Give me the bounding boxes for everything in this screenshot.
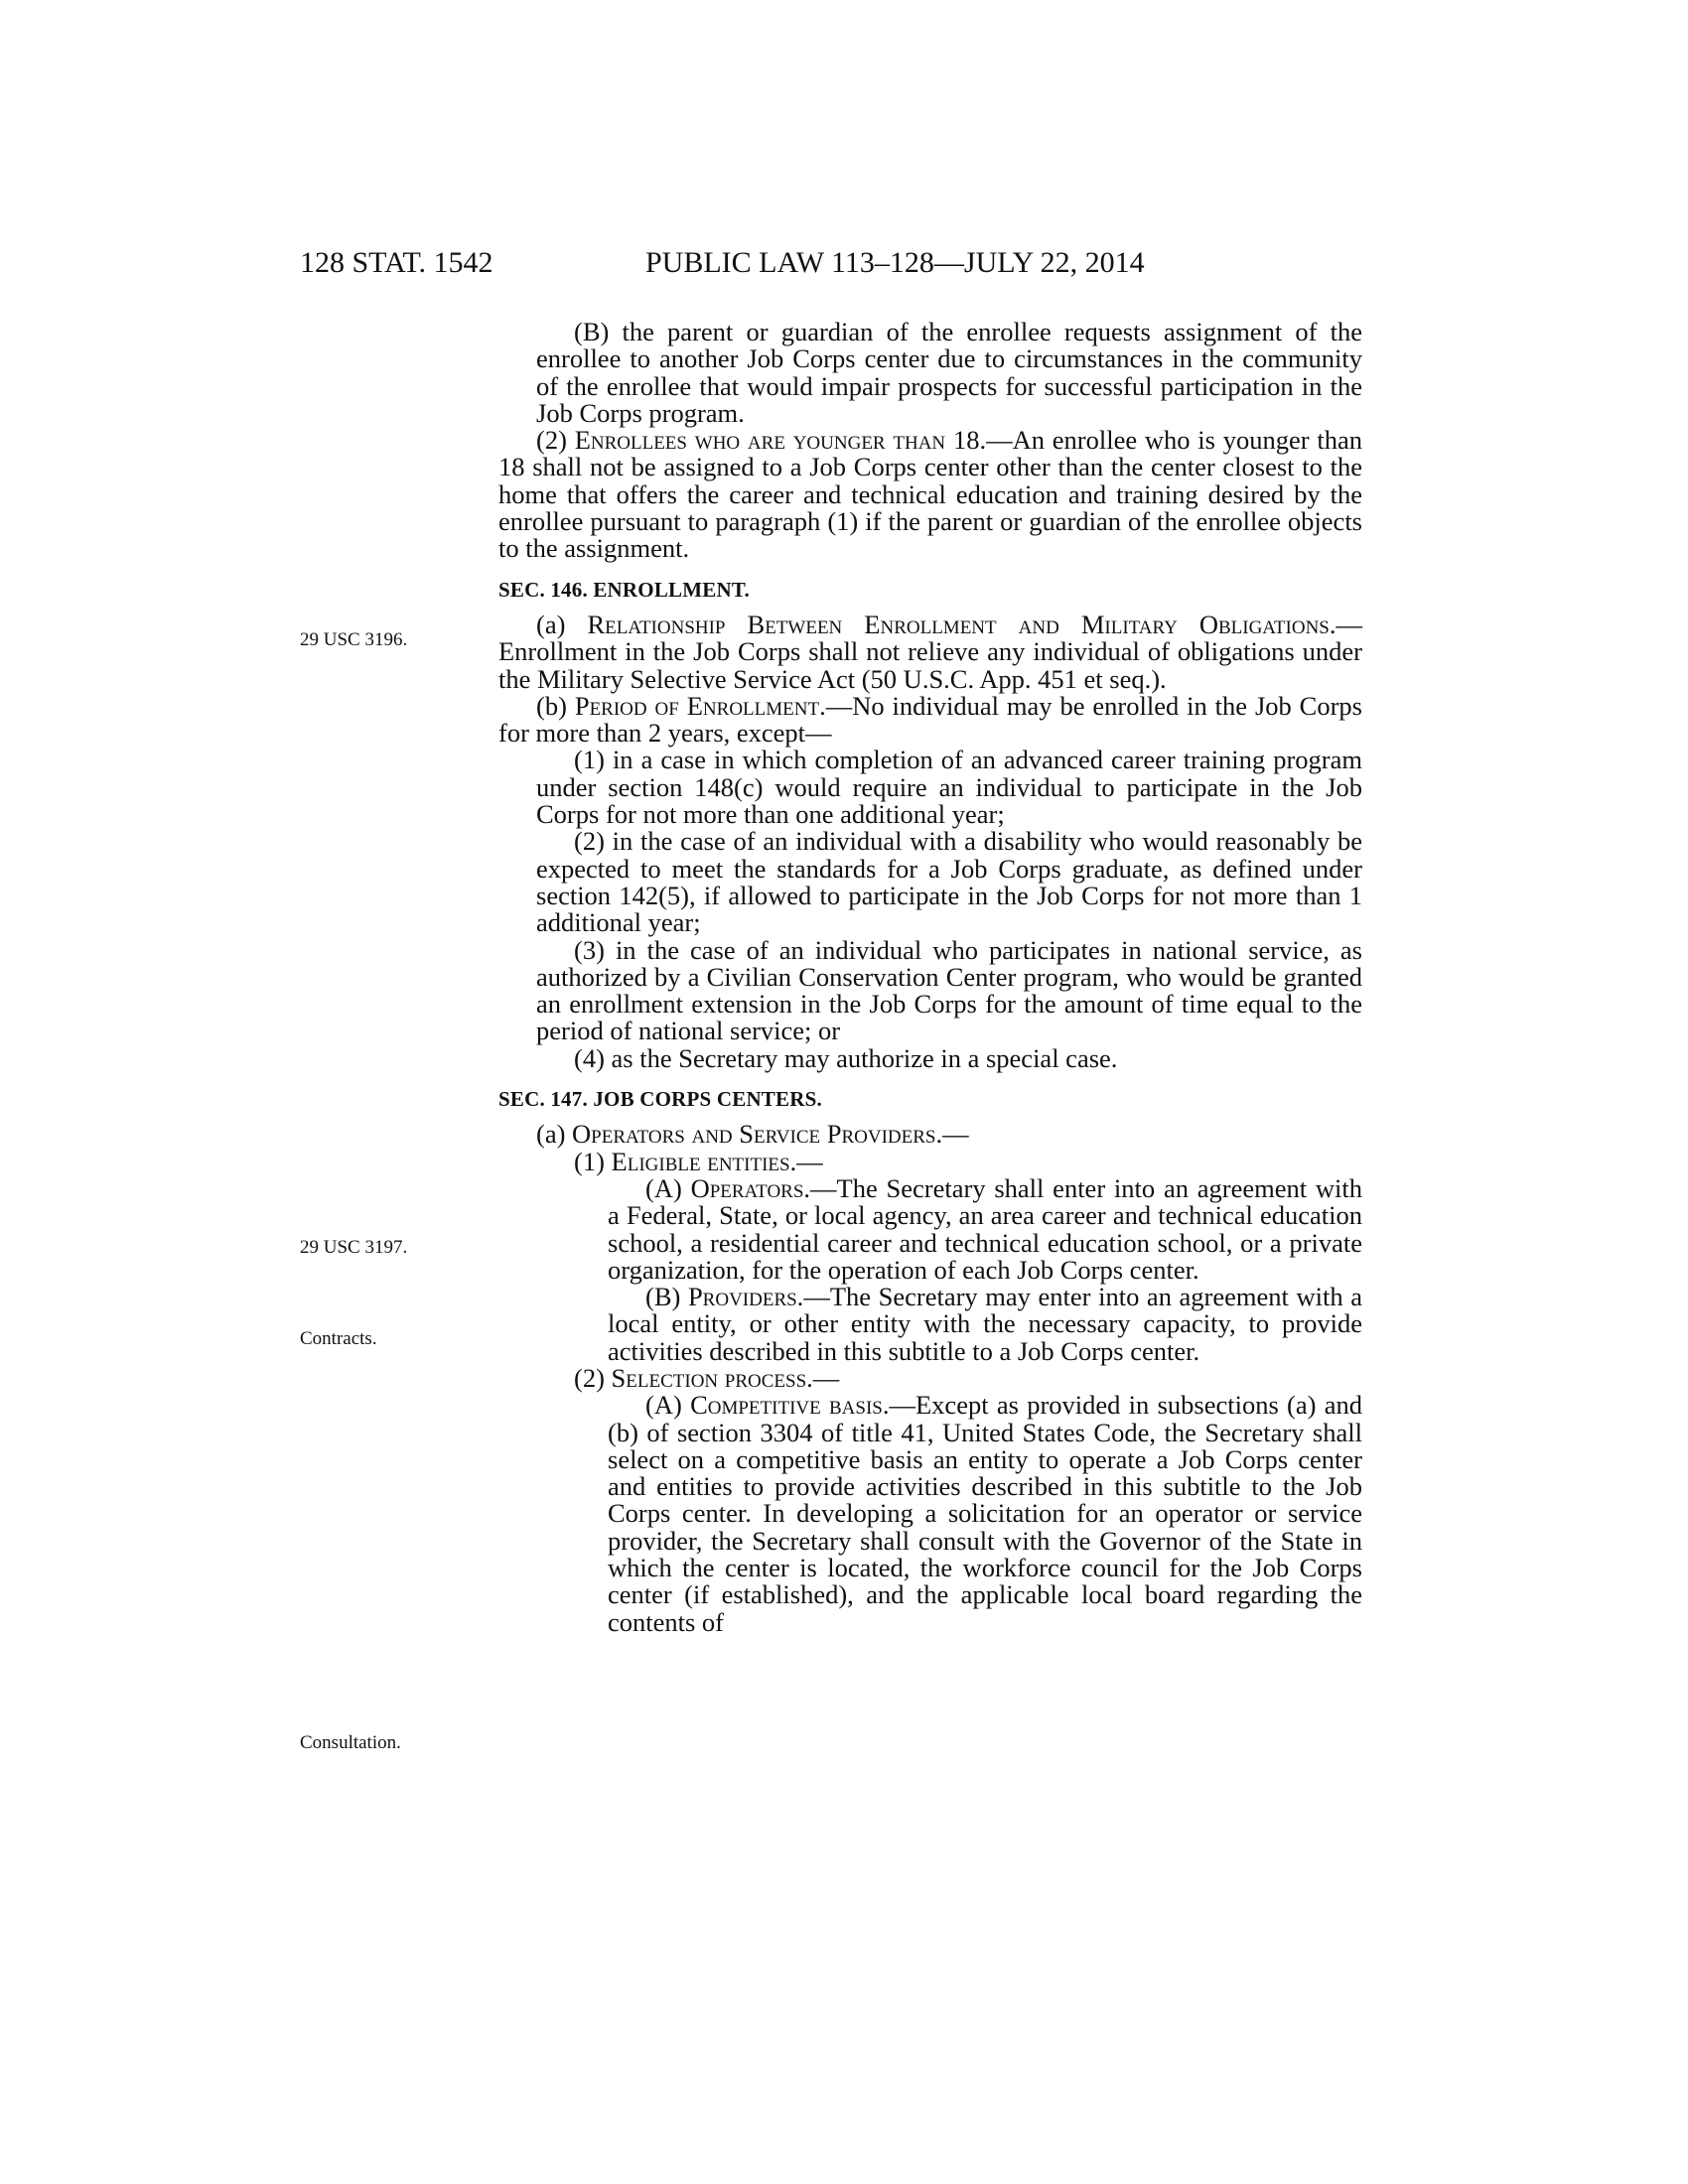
subsection-label: (a) bbox=[536, 609, 588, 639]
subsection-heading: Operators and Service Providers. bbox=[572, 1119, 943, 1150]
subparagraph-heading: Competitive basis. bbox=[690, 1390, 890, 1421]
margin-note-usc-3197: 29 USC 3197. bbox=[300, 1237, 408, 1258]
section-147-a-2 bbox=[498, 1362, 1362, 1393]
margin-note-contracts: Contracts. bbox=[300, 1328, 377, 1349]
subparagraph-label: (A) bbox=[645, 1390, 691, 1421]
section-147-a-1-B bbox=[498, 1284, 1362, 1365]
paragraph-heading: Eligible entities. bbox=[611, 1146, 797, 1176]
subparagraph-text: —The Secretary may enter into an agreement with a local entity, or other entity with the necessary capacity, to provide activities described in this subtitle to a Job Corps center. bbox=[608, 1282, 1362, 1366]
section-146-b-2: (2) in the case of an individual with a disability who would reasonably be expected to meet the standards for a Job Corps graduate, as defined under section 142(5), if allowed to participate in the Job Corps for not more than 1 additional year; bbox=[536, 826, 1362, 938]
subparagraph-text: —The Secretary shall enter into an agreement with a Federal, State, or local agency, an area career and technical education school, a residential career and technical education school, or a private organization, for the operation of each Job Corps center. bbox=[608, 1172, 1362, 1285]
section-146-b-3: (3) in the case of an individual who participates in national service, as authorized by a Civilian Conservation Center program, who would be granted an enrollment extension in the Job Corps for the amount of time equal to the period of national service; or bbox=[536, 934, 1362, 1046]
subparagraph-label: (A) bbox=[645, 1172, 691, 1203]
paragraph-dash: — bbox=[812, 1362, 840, 1393]
subparagraph-heading: Operators. bbox=[690, 1172, 811, 1203]
subsection-heading: Period of Enrollment. bbox=[574, 690, 826, 721]
paragraph-label: (1) bbox=[574, 1146, 612, 1176]
page-header bbox=[0, 246, 1688, 286]
section-146-a bbox=[498, 609, 1362, 694]
paragraph-label: (2) bbox=[574, 1362, 612, 1393]
section-146-b-1: (1) in a case in which completion of an advanced career training program under section 148(c) would require an individual to participate in the Job Corps for not more than one additional year; bbox=[536, 745, 1362, 830]
subparagraph-heading: Providers. bbox=[687, 1282, 804, 1312]
section-146-b bbox=[498, 690, 1362, 749]
subsection-label: (a) bbox=[536, 1119, 573, 1150]
paragraph-heading: Selection process. bbox=[611, 1362, 813, 1393]
statute-body bbox=[498, 319, 1362, 1636]
margin-note-usc-3196: 29 USC 3196. bbox=[300, 629, 408, 650]
public-law-title: PUBLIC LAW 113–128—JULY 22, 2014 bbox=[645, 246, 1145, 279]
section-146-b-4: (4) as the Secretary may authorize in a special case. bbox=[574, 1042, 1118, 1073]
paragraph-2 bbox=[498, 427, 1362, 562]
section-147-a-1 bbox=[498, 1146, 1362, 1176]
section-147-heading: SEC. 147. JOB CORPS CENTERS. bbox=[498, 1087, 822, 1112]
section-147-a bbox=[498, 1121, 1362, 1148]
subsection-text: —Enrollment in the Job Corps shall not relieve any individual of obligations under the Military Selective Service Act (50 U.S.C. App. 451 et seq.). bbox=[498, 609, 1362, 694]
paragraph-1-B: (B) the parent or guardian of the enrollee requests assignment of the enrollee to another Job Corps center due to circumstances in the community of the enrollee that would impair prospects for successful participation in the Job Corps program. bbox=[536, 317, 1362, 428]
section-147-a-1-A bbox=[498, 1172, 1362, 1285]
paragraph-label: (2) bbox=[536, 425, 575, 456]
subsection-heading: Relationship Between Enrollment and Military Obligations. bbox=[587, 609, 1336, 639]
paragraph-text: —An enrollee who is younger than 18 shall not be assigned to a Job Corps center other than the center closest to the home that offers the career and technical education and training desired by the enrollee pursuant to paragraph (1) if the parent or guardian of the enrollee objects to the assignment. bbox=[498, 425, 1363, 564]
paragraph-dash: — bbox=[796, 1146, 823, 1176]
section-146-heading: SEC. 146. ENROLLMENT. bbox=[498, 577, 750, 602]
subsection-dash: — bbox=[942, 1119, 969, 1150]
paragraph-heading: Enrollees who are younger than 18. bbox=[574, 425, 987, 456]
stat-citation: 128 STAT. 1542 bbox=[300, 246, 493, 279]
subparagraph-text: —Except as provided in subsections (a) and (b) of section 3304 of title 41, United States Code, the Secretary shall select on a competitive basis an entity to operate a Job Corps center and entities to provide activities described in this subtitle to the Job Corps center. In developing a solicitation for an operator or service provider, the Secretary shall consult with the Governor of the State in which the center is located, the workforce council for the Job Corps center (if established), and the applicable local board regarding the contents of bbox=[608, 1390, 1362, 1637]
subsection-text: —No individual may be enrolled in the Job Corps for more than 2 years, except— bbox=[498, 690, 1362, 749]
subsection-label: (b) bbox=[536, 690, 575, 721]
section-147-a-2-A bbox=[498, 1392, 1362, 1636]
subparagraph-label: (B) bbox=[645, 1282, 688, 1312]
margin-note-consultation: Consultation. bbox=[300, 1732, 401, 1753]
